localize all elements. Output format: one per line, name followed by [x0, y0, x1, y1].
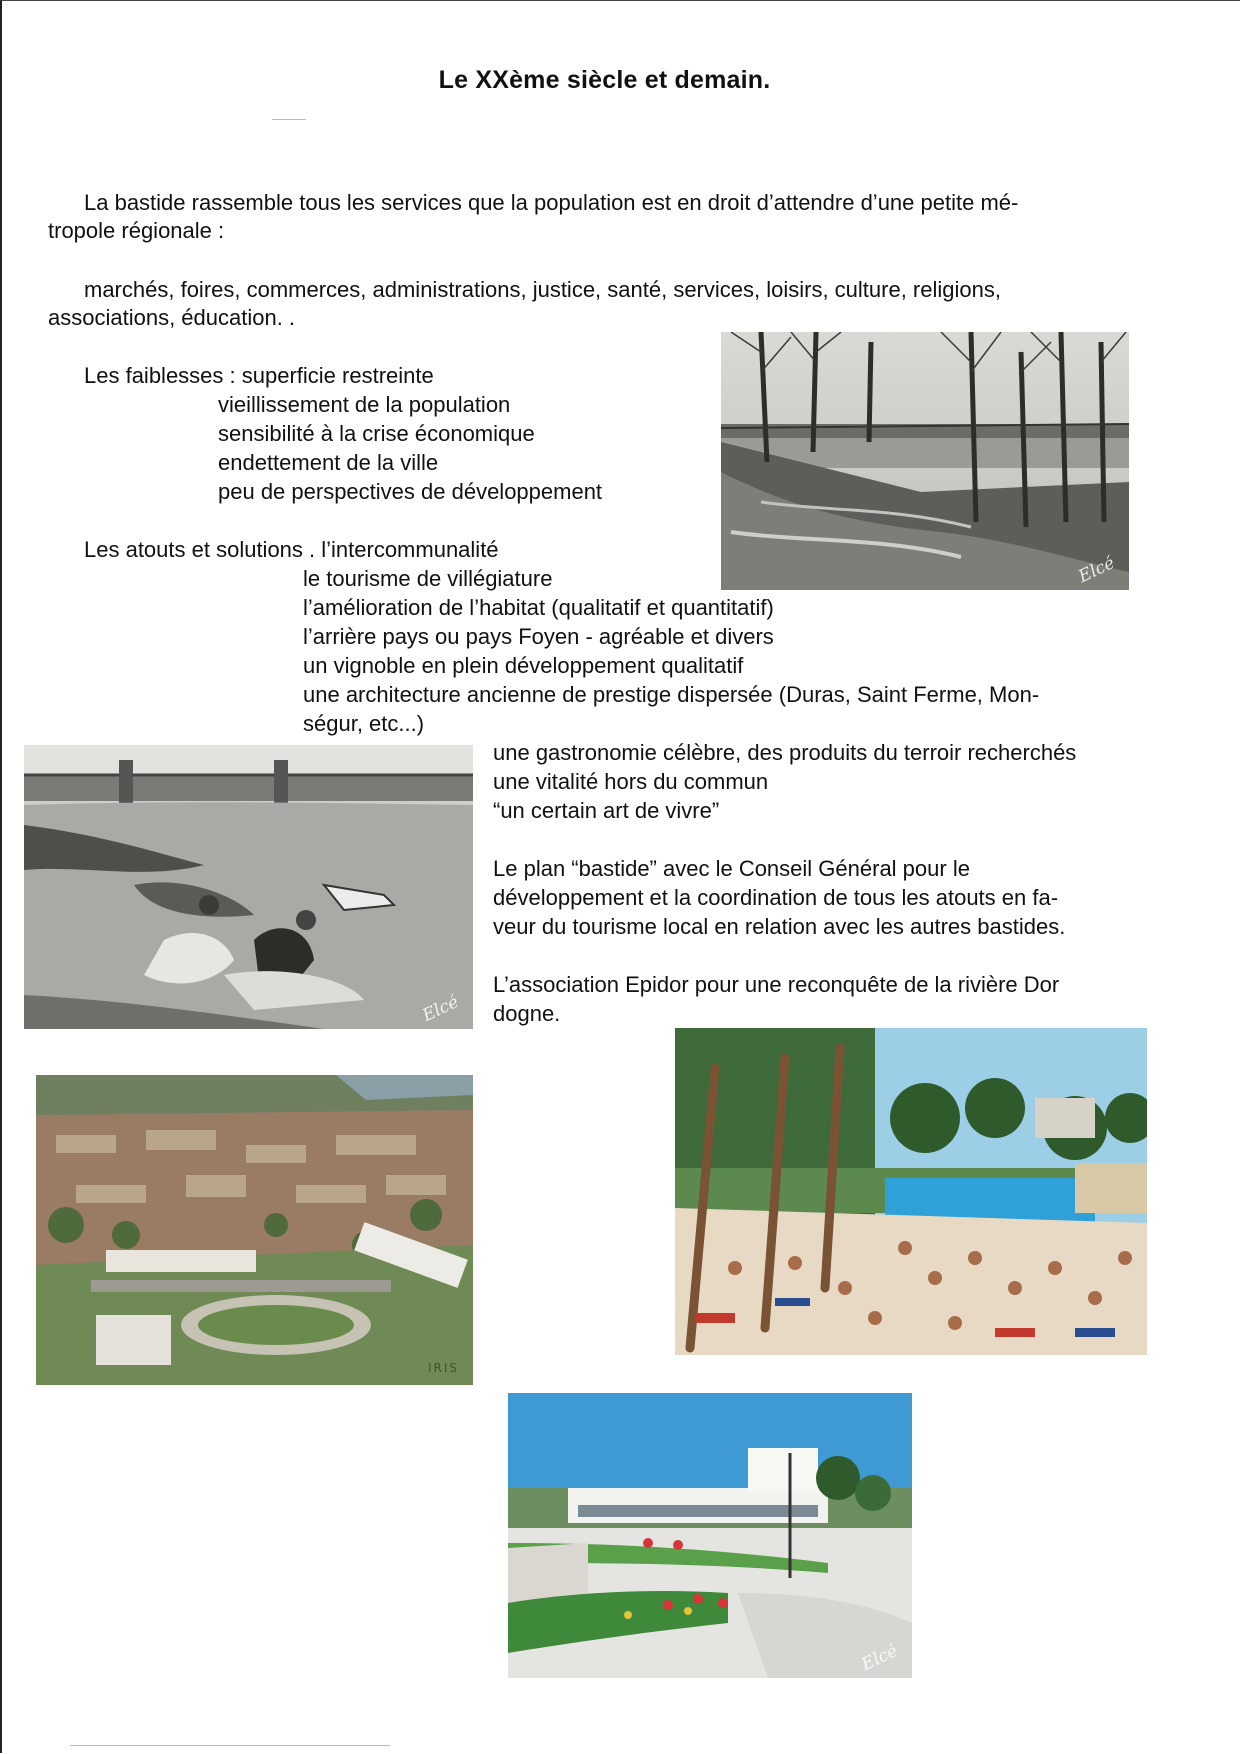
weakness-item: sensibilité à la crise économique: [218, 421, 535, 446]
intro-line-1: La bastide rassemble tous les services que la population est en droit d’attendre d’une petite mé-: [84, 190, 1019, 215]
photo-swimming-pool: [675, 1028, 1147, 1355]
photo-stamp-iris: IRIS: [427, 1361, 459, 1375]
weakness-item: peu de perspectives de développement: [218, 479, 603, 504]
strength-item: l’arrière pays ou pays Foyen - agréable et divers: [303, 624, 774, 649]
weakness-item: endettement de la ville: [218, 450, 439, 475]
page-title: Le XXème siècle et demain.: [438, 66, 771, 94]
plan-line: développement et la coordination de tous les atouts en fa-: [493, 885, 1059, 910]
plan-line: veur du tourisme local en relation avec les autres bastides.: [493, 914, 1066, 939]
strength-item: l’amélioration de l’habitat (qualitatif et quantitatif): [303, 595, 774, 620]
photo-aerial-town: [36, 1075, 473, 1385]
photo-modern-building: [508, 1393, 912, 1678]
plan-line: Le plan “bastide” avec le Conseil Général pour le: [493, 856, 970, 881]
photo-stamp-elce: Elcé: [1075, 553, 1118, 587]
strengths-label: Les atouts et solutions . l’intercommunalité: [84, 537, 499, 562]
strength-item: un vignoble en plein développement qualitatif: [303, 653, 744, 678]
strength-item: une architecture ancienne de prestige dispersée (Duras, Saint Ferme, Mon-: [303, 682, 1040, 707]
strength-item: “un certain art de vivre”: [493, 798, 720, 823]
strength-item: le tourisme de villégiature: [303, 566, 553, 591]
services-line-1: marchés, foires, commerces, administrations, justice, santé, services, loisirs, culture, religions,: [84, 277, 1001, 302]
scan-mark: [272, 119, 306, 120]
intro-line-2: tropole régionale :: [48, 218, 225, 243]
epidor-line: L’association Epidor pour une reconquête de la rivière Dor: [493, 972, 1060, 997]
photo-stamp-elce: Elcé: [858, 1641, 901, 1675]
weaknesses-label: Les faiblesses : superficie restreinte: [84, 363, 434, 388]
strength-item: une gastronomie célèbre, des produits du terroir recherchés: [493, 740, 1077, 765]
scan-mark: [70, 1745, 390, 1746]
strength-item: une vitalité hors du commun: [493, 769, 769, 794]
services-line-2: associations, éducation. .: [48, 305, 296, 330]
epidor-line: dogne.: [493, 1001, 561, 1026]
photo-river-washerwomen: [24, 745, 473, 1029]
photo-stamp-elce: Elcé: [419, 992, 462, 1026]
photo-minigolf-park: [721, 332, 1129, 590]
weakness-item: vieillissement de la population: [218, 392, 511, 417]
strength-item: ségur, etc...): [303, 711, 425, 736]
